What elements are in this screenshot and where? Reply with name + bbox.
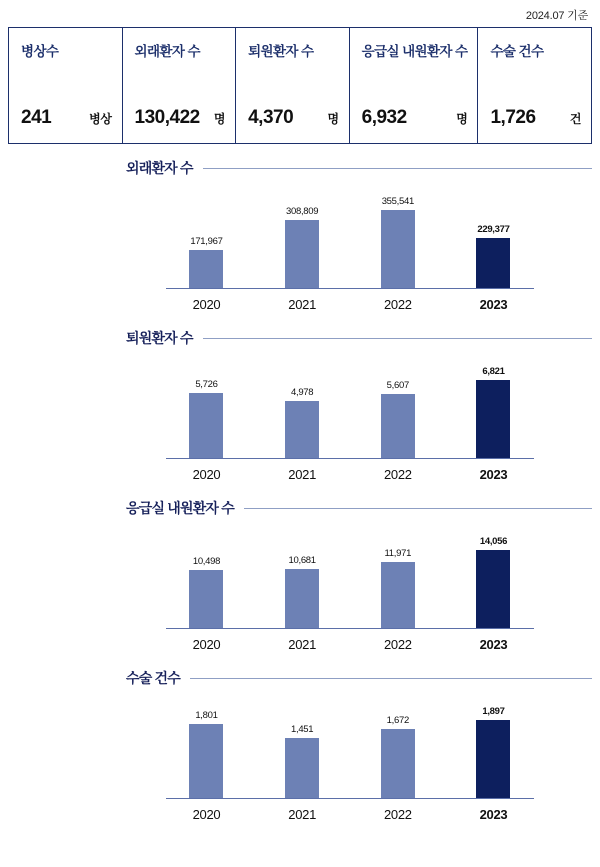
chart-title: 외래환자 수 <box>126 160 193 176</box>
bar <box>381 729 415 798</box>
bar-value-label: 308,809 <box>286 206 319 217</box>
bar-value-label: 1,451 <box>291 724 314 735</box>
bar <box>381 394 415 458</box>
summary-title: 수술 건수 <box>490 44 544 59</box>
bar <box>285 569 319 628</box>
chart-title-rule <box>203 168 592 169</box>
bar-value-label: 4,978 <box>291 387 314 398</box>
bar-value-label: 229,377 <box>477 224 510 235</box>
chart-plot <box>86 186 592 314</box>
x-axis-line <box>166 458 534 460</box>
chart-plot <box>86 526 592 654</box>
summary-value-row <box>21 107 112 133</box>
chart-plot <box>86 356 592 484</box>
bar-item <box>166 696 247 798</box>
bar <box>381 562 415 628</box>
bar <box>476 380 510 458</box>
bar <box>189 250 223 288</box>
bar-value-label: 1,897 <box>482 706 505 717</box>
bar <box>189 570 223 628</box>
bar-series <box>166 526 534 628</box>
summary-value: 1,726 <box>490 107 536 128</box>
summary-value: 130,422 <box>134 107 200 128</box>
chart-title: 수술 건수 <box>126 670 180 686</box>
bar-item <box>166 526 247 628</box>
chart-header <box>86 668 592 688</box>
x-axis-ticks <box>166 297 534 312</box>
bar-item <box>357 186 438 288</box>
summary-cell-emergency <box>350 28 479 143</box>
bar-value-label: 355,541 <box>381 196 414 207</box>
summary-value: 4,370 <box>248 107 294 128</box>
bar-item <box>357 526 438 628</box>
bar-item <box>262 696 343 798</box>
x-tick-label: 2020 <box>192 807 221 822</box>
summary-title: 응급실 내원환자 수 <box>361 44 468 59</box>
bar <box>189 724 223 798</box>
summary-value-row <box>362 107 468 133</box>
bar-value-label: 171,967 <box>190 236 223 247</box>
bar-item <box>262 526 343 628</box>
x-axis-ticks <box>166 637 534 652</box>
bar-item <box>453 186 534 288</box>
bar-value-label: 1,801 <box>195 710 218 721</box>
x-tick-label: 2022 <box>383 637 412 652</box>
bar-value-label: 5,607 <box>386 380 409 391</box>
summary-title: 퇴원환자 수 <box>248 44 314 59</box>
x-tick-label: 2023 <box>479 807 508 822</box>
summary-value-row <box>135 107 226 133</box>
summary-table <box>8 27 592 144</box>
x-tick-label: 2020 <box>192 467 221 482</box>
chart-outpatients <box>86 158 592 314</box>
bar <box>476 550 510 628</box>
chart-title-rule <box>203 338 592 339</box>
bar-value-label: 6,821 <box>482 366 505 377</box>
bar <box>285 401 319 458</box>
summary-unit: 건 <box>569 112 582 126</box>
chart-surgeries <box>86 668 592 824</box>
summary-cell-discharged <box>236 28 350 143</box>
chart-header <box>86 158 592 178</box>
bar-item <box>166 356 247 458</box>
summary-unit: 명 <box>327 112 339 126</box>
x-tick-label: 2020 <box>192 637 221 652</box>
bar <box>189 393 223 458</box>
chart-title-rule <box>244 508 592 509</box>
x-tick-label: 2021 <box>288 637 317 652</box>
bar-item <box>453 696 534 798</box>
bar-item <box>357 696 438 798</box>
chart-plot <box>86 696 592 824</box>
chart-header <box>86 498 592 518</box>
x-tick-label: 2023 <box>479 467 508 482</box>
x-axis-line <box>166 628 534 630</box>
x-tick-label: 2021 <box>288 467 317 482</box>
reference-date-note: 2024.07 기준 <box>525 10 588 22</box>
x-axis-ticks <box>166 467 534 482</box>
bar-item <box>453 526 534 628</box>
summary-title: 병상수 <box>21 44 59 59</box>
x-tick-label: 2022 <box>383 297 412 312</box>
bar-value-label: 10,681 <box>288 555 316 566</box>
bar-value-label: 14,056 <box>479 536 508 547</box>
bar <box>381 210 415 288</box>
summary-title: 외래환자 수 <box>134 44 200 59</box>
chart-title: 퇴원환자 수 <box>126 330 193 346</box>
bar-series <box>166 696 534 798</box>
summary-unit: 명 <box>456 112 468 126</box>
x-tick-label: 2020 <box>192 297 221 312</box>
chart-title: 응급실 내원환자 수 <box>126 500 234 516</box>
chart-discharged <box>86 328 592 484</box>
x-tick-label: 2023 <box>479 297 508 312</box>
summary-unit: 병상 <box>89 112 112 126</box>
summary-value: 6,932 <box>361 107 407 128</box>
x-axis-line <box>166 798 534 800</box>
bar-value-label: 5,726 <box>195 379 218 390</box>
bar-item <box>357 356 438 458</box>
chart-title-rule <box>190 678 592 679</box>
bar-value-label: 10,498 <box>192 556 221 567</box>
chart-header <box>86 328 592 348</box>
x-axis-ticks <box>166 807 534 822</box>
bar <box>285 738 319 798</box>
summary-cell-beds <box>9 28 123 143</box>
x-tick-label: 2021 <box>288 807 317 822</box>
x-tick-label: 2022 <box>383 807 412 822</box>
summary-unit: 명 <box>213 112 226 126</box>
x-axis-line <box>166 288 534 290</box>
bar <box>476 720 510 798</box>
x-tick-label: 2022 <box>383 467 412 482</box>
bar-item <box>262 186 343 288</box>
summary-cell-surgeries <box>478 28 591 143</box>
summary-value-row <box>490 107 581 133</box>
bar <box>285 220 319 288</box>
x-tick-label: 2021 <box>288 297 317 312</box>
bar-series <box>166 186 534 288</box>
summary-cell-outpatients <box>123 28 237 143</box>
x-tick-label: 2023 <box>479 637 508 652</box>
bar <box>476 238 510 288</box>
charts-container <box>0 158 600 824</box>
summary-value: 241 <box>21 107 52 128</box>
bar-series <box>166 356 534 458</box>
bar-value-label: 1,672 <box>386 715 409 726</box>
bar-item <box>262 356 343 458</box>
bar-value-label: 11,971 <box>384 548 412 559</box>
chart-emergency <box>86 498 592 654</box>
bar-item <box>166 186 247 288</box>
bar-item <box>453 356 534 458</box>
summary-value-row <box>248 107 339 133</box>
